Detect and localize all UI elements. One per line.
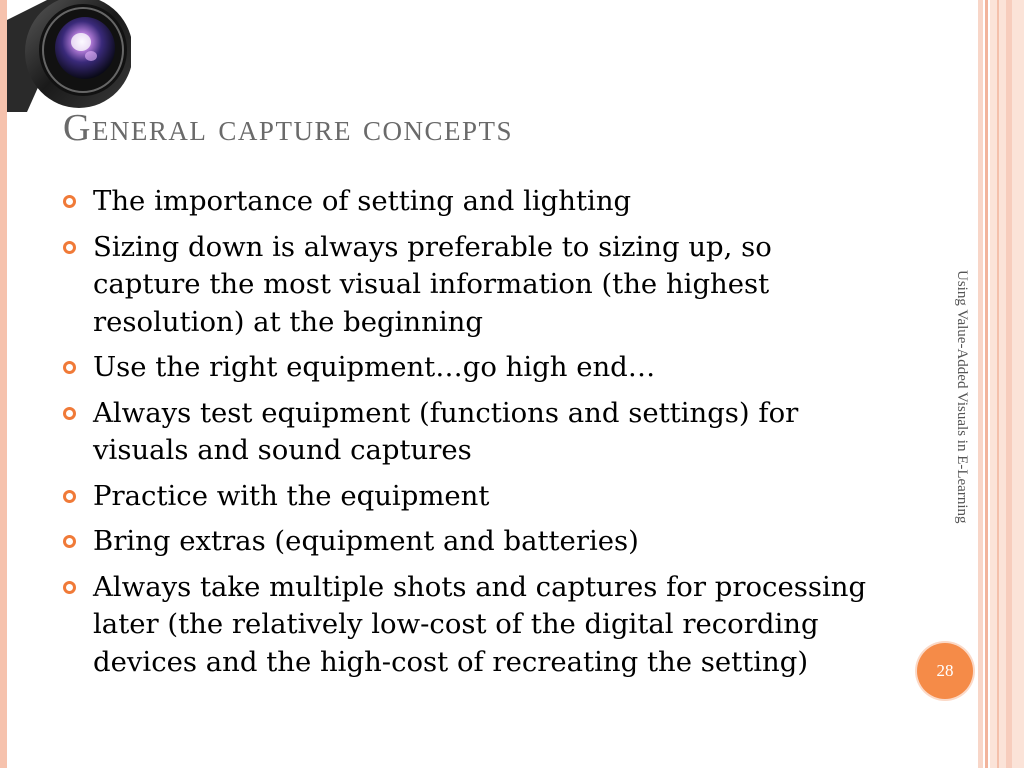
right-border-stripe (997, 0, 999, 768)
list-item (62, 569, 882, 682)
vertical-footer-text: Using Value-Added Visuals in E-Learning (954, 270, 970, 524)
bullet-text: Sizing down is always preferable to sizing up, so capture the most visual information (the highest resolution) at the beginning (93, 230, 772, 338)
bullet-circle-icon (63, 407, 76, 420)
bullet-text: Practice with the equipment (93, 479, 490, 512)
camera-lens-icon (7, 0, 131, 112)
bullet-circle-icon (63, 241, 76, 254)
bullet-circle-icon (63, 490, 76, 503)
list-item (62, 478, 882, 516)
bullet-text: Use the right equipment…go high end… (93, 351, 656, 383)
list-item (62, 229, 882, 342)
list-item (62, 183, 882, 221)
list-item (62, 395, 882, 470)
bullet-text: Always take multiple shots and captures for processing later (the relatively low-cost of the digital recording devices and the high-cost of recreating the setting) (93, 570, 867, 678)
bullet-circle-icon (63, 581, 76, 594)
bullet-circle-icon (63, 361, 76, 374)
slide-title: General capture concepts (63, 107, 513, 149)
right-border-stripe (1006, 0, 1012, 768)
bullet-list (62, 183, 882, 689)
bullet-circle-icon (63, 195, 76, 208)
right-border-stripe (978, 0, 983, 768)
list-item (62, 349, 882, 387)
bullet-text: Always test equipment (functions and settings) for visuals and sound captures (93, 396, 799, 466)
list-item (62, 523, 882, 561)
right-border-stripe (985, 0, 988, 768)
page-number-badge: 28 (917, 643, 973, 699)
bullet-circle-icon (63, 535, 76, 548)
left-edge-stripe (0, 0, 7, 768)
bullet-text: Bring extras (equipment and batteries) (93, 525, 639, 557)
bullet-text: The importance of setting and lighting (93, 185, 632, 217)
